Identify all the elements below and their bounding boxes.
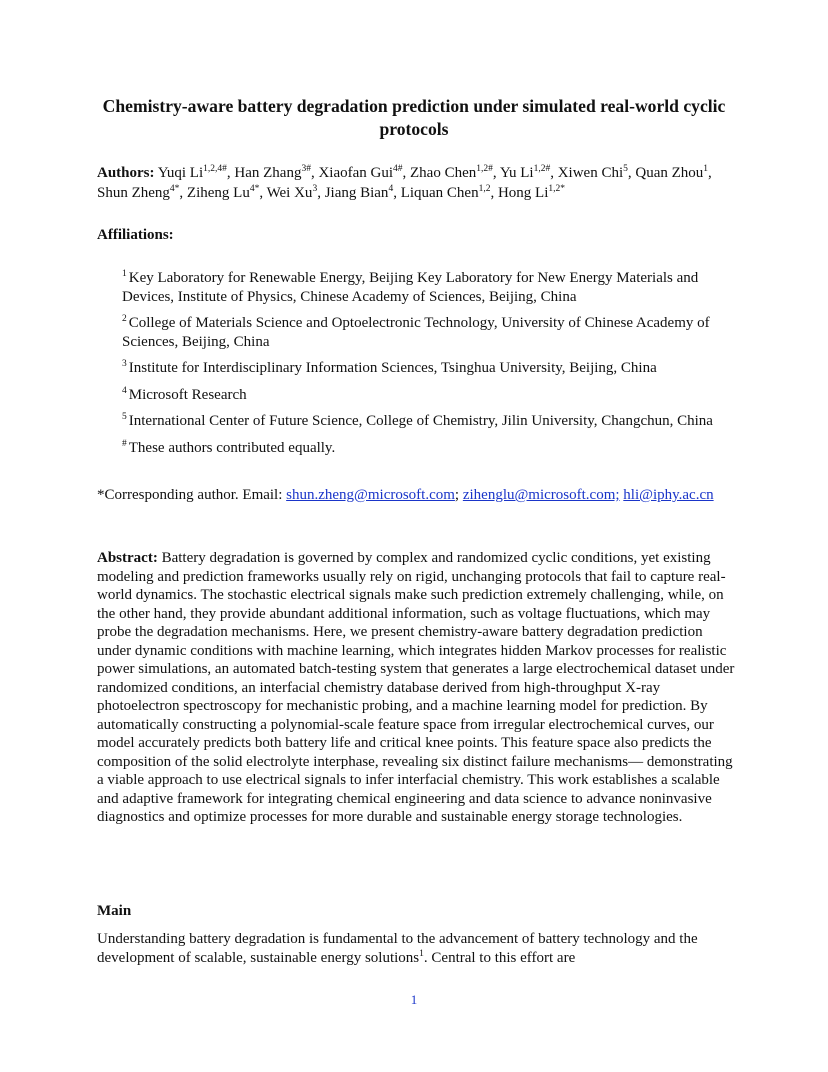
affiliation-marker: 5 bbox=[122, 412, 127, 422]
affiliation-text: College of Materials Science and Optoelectronic Technology, University of Chinese Academy of Sciences, Beijing, China bbox=[122, 315, 710, 350]
page-number: 1 bbox=[410, 992, 418, 1007]
author-name: Yuqi Li bbox=[157, 165, 204, 181]
email-link-hong-li[interactable]: hli@iphy.ac.cn bbox=[623, 487, 714, 503]
author-name: Ziheng Lu bbox=[186, 185, 250, 201]
abstract bbox=[97, 549, 735, 827]
author-name: Xiwen Chi bbox=[557, 165, 624, 181]
main-text-start: Understanding battery degradation is fundamental to the advancement of battery technology and the development of scalable, sustainable energy solutions bbox=[97, 931, 698, 966]
paper-title: Chemistry-aware battery degradation prediction under simulated real-world cyclic protocols bbox=[102, 96, 726, 139]
author-affiliation-marker: 4# bbox=[393, 164, 403, 174]
author-name: Wei Xu bbox=[266, 185, 313, 201]
affiliation-text: Microsoft Research bbox=[128, 386, 247, 403]
author-name: Shun Zheng bbox=[97, 185, 170, 201]
author-name: Yu Li bbox=[499, 165, 534, 181]
author-name: Xiaofan Gui bbox=[318, 165, 394, 181]
affiliation-text: These authors contributed equally. bbox=[128, 439, 336, 456]
author-name: Hong Li bbox=[497, 185, 549, 201]
email-link-ziheng-lu[interactable]: zihenglu@microsoft.com; bbox=[462, 487, 620, 503]
affiliations-heading: Affiliations: bbox=[97, 227, 174, 243]
author-name: Quan Zhou bbox=[635, 165, 704, 181]
email-link-shun-zheng[interactable]: shun.zheng@microsoft.com bbox=[286, 487, 455, 503]
affiliation-marker: 3 bbox=[122, 359, 127, 369]
abstract-text: Battery degradation is governed by complex and randomized cyclic conditions, yet existing modeling and prediction frameworks usually rely on rigid, unchanging protocols that fail to capture real-world dynamics. The stochastic electrical signals make such prediction extremely challenging, while, on the other hand, they provide abundant additional information, such as voltage fluctuations, which may probe the degradation mechanisms. Here, we present chemistry-aware battery degradation prediction under dynamic conditions with machine learning, which integrates hidden Markov processes for realistic power simulations, an automated batch-testing system that generates a large electrochemical dataset under randomized conditions, an interfacial chemistry database derived from high-throughput X-ray photoelectron spectroscopy for mechanistic probing, and a machine learning model for prediction. By automatically constructing a polynomial-scale feature space from irregular electrochemical curves, our model accurately predicts both battery life and critical knee points. This feature space also predicts the composition of the solid electrolyte interphase, revealing six distinct failure mechanisms— demonstrating a viable approach to use electrical signals to infer interfacial chemistry. This work establishes a scalable and adaptive framework for integrating chemical engineering and data science to advance noninvasive diagnostics and optimize processes for more durable and sustainable energy storage technologies. bbox=[97, 550, 735, 825]
author-affiliation-marker: 3# bbox=[301, 164, 311, 174]
main-heading: Main bbox=[97, 903, 132, 919]
affiliation-item bbox=[122, 359, 737, 378]
author-name: Jiang Bian bbox=[324, 185, 389, 201]
author-name: Liquan Chen bbox=[400, 185, 479, 201]
affiliation-marker: # bbox=[122, 438, 127, 449]
affiliation-item bbox=[122, 269, 737, 306]
affiliation-text: Key Laboratory for Renewable Energy, Beijing Key Laboratory for New Energy Materials and Devices, Institute of Physics, Chinese Academy of Sciences, Beijing, China bbox=[122, 270, 699, 305]
author-name: Zhao Chen bbox=[410, 165, 477, 181]
author-affiliation-marker: 4 bbox=[388, 184, 394, 194]
affiliation-item bbox=[122, 386, 737, 405]
affiliation-list bbox=[122, 269, 737, 465]
corresponding-prefix: *Corresponding author. Email: bbox=[97, 487, 287, 503]
author-affiliation-marker: 1,2 bbox=[478, 184, 491, 194]
affiliation-marker: 4 bbox=[122, 385, 127, 396]
abstract-label: Abstract: bbox=[97, 550, 158, 566]
author-affiliation-marker: 5 bbox=[623, 164, 628, 174]
author-affiliation-marker: 1,2# bbox=[533, 164, 551, 174]
email-separator: ; bbox=[454, 487, 463, 503]
affiliation-item bbox=[122, 314, 737, 351]
author-list bbox=[97, 163, 737, 203]
authors-label: Authors: bbox=[97, 165, 155, 181]
author-affiliation-marker: 1,2* bbox=[548, 184, 566, 194]
author-affiliation-marker: 1,2# bbox=[476, 164, 493, 174]
author-affiliation-marker: 1 bbox=[703, 164, 709, 174]
main-text bbox=[97, 930, 735, 967]
author-affiliation-marker: 3 bbox=[312, 184, 318, 194]
author-affiliation-marker: 4* bbox=[249, 184, 260, 194]
author-name: Han Zhang bbox=[234, 165, 302, 181]
author-affiliation-marker: 1,2,4# bbox=[203, 164, 227, 174]
author-names: Yuqi $Li^{1,2,4\#}$, Han Zhang$^{3\#}$, Xiaofan Gui$^{4\#}$, Zhao Chen$^{1,2\#}$, Yu $Li^{1,2\#}$, Xiwen Chi$^5$, Quan Zhou$^1$, Shun Zheng$^{4*}$, Ziheng $Lu^{4*}$, Wei Xu$^3$, Jiang Bian$^4$, Liquan Chen$^{1,2}$, Hong $Li^{1,2*}$ bbox=[97, 164, 712, 201]
affiliation-text: International Center of Future Science, College of Chemistry, Jilin University, Changchun, China bbox=[128, 413, 713, 429]
affiliation-text: Institute for Interdisciplinary Information Sciences, Tsinghua University, Beijing, China bbox=[128, 360, 657, 376]
affiliation-item bbox=[122, 439, 737, 458]
affiliation-item bbox=[122, 412, 737, 431]
affiliation-marker: 1 bbox=[122, 269, 127, 279]
affiliation-marker: 2 bbox=[122, 314, 127, 324]
main-text-end: . Central to this effort are bbox=[423, 949, 576, 966]
corresponding-author bbox=[97, 486, 737, 505]
author-affiliation-marker: 4* bbox=[169, 184, 180, 194]
reference-marker: 1 bbox=[419, 948, 424, 959]
